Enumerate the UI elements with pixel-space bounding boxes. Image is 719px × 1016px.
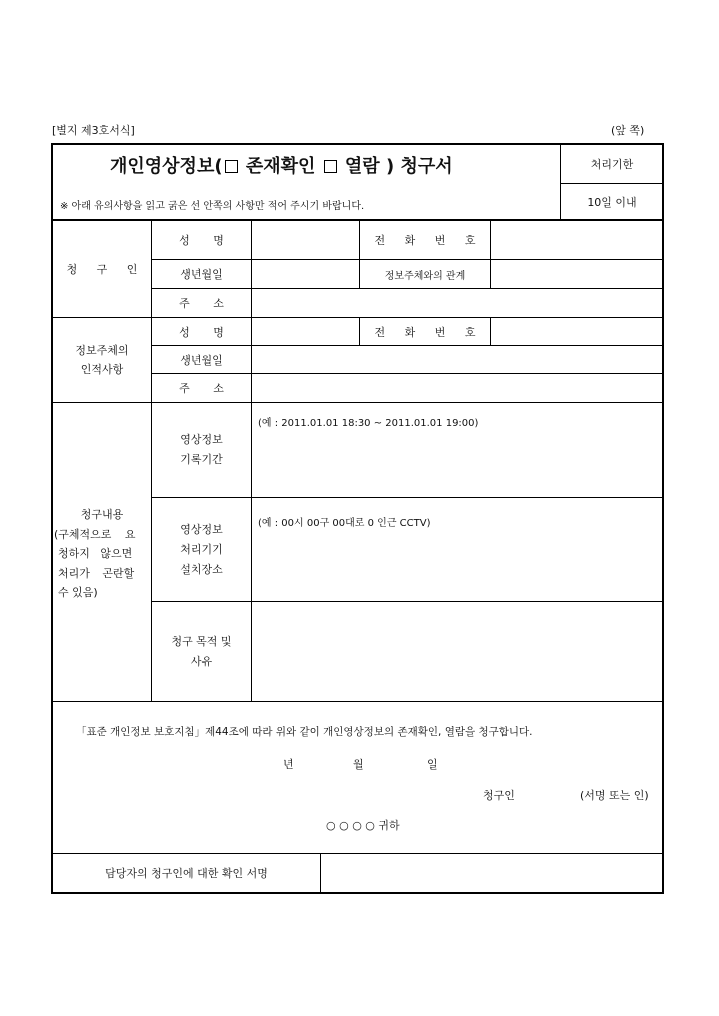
- form-title: 개인영상정보( 존재확인 열람 ) 청구서: [110, 156, 453, 177]
- requester-address-field[interactable]: [256, 289, 662, 317]
- staff-confirm-field[interactable]: [326, 854, 662, 892]
- subject-birth-field[interactable]: [256, 346, 662, 373]
- requester-sign-label: 청구인: [483, 789, 515, 802]
- existence-checkbox[interactable]: [225, 160, 238, 173]
- record-period-label: 영상정보 기록기간: [180, 433, 223, 466]
- requester-phone-label: 전 화 번 호: [374, 234, 484, 247]
- request-section-label: 청구내용 (구체적으로 요 청하지 않으면 처리가 곤란할 수 있음): [54, 508, 136, 599]
- subject-address-label: 주 소: [179, 382, 234, 395]
- requester-birth-label: 생년월일: [180, 268, 223, 281]
- install-location-label: 영상정보 처리기기 설치장소: [180, 522, 223, 576]
- declaration-statement: 「표준 개인정보 보호지침」제44조에 따라 위와 같이 개인영상정보의 존재확인, 열람을 청구합니다.: [76, 726, 533, 738]
- page-side: (앞 쪽): [611, 124, 645, 137]
- requester-relation-field[interactable]: [495, 260, 662, 288]
- purpose-label: 청구 목적 및 사유: [171, 634, 232, 668]
- instruction-note: ※ 아래 유의사항을 읽고 굵은 선 안쪽의 사항만 적어 주시기 바랍니다.: [60, 201, 365, 212]
- record-period-field[interactable]: [252, 403, 662, 497]
- install-location-field[interactable]: [252, 498, 662, 601]
- processing-period-label: 처리기한: [590, 158, 634, 171]
- subject-birth-label: 생년월일: [180, 353, 223, 367]
- subject-name-field[interactable]: [256, 318, 358, 345]
- requester-birth-field[interactable]: [256, 260, 358, 288]
- requester-address-label: 주 소: [179, 297, 234, 310]
- record-period-example: (예 : 2011.01.01 18:30 ~ 2011.01.01 19:00): [258, 418, 479, 429]
- date-year-label: 년: [283, 758, 294, 771]
- date-month-label: 월: [353, 758, 364, 771]
- subject-phone-label: 전 화 번 호: [374, 325, 484, 339]
- signature-label: (서명 또는 인): [580, 789, 649, 802]
- requester-section-label: 청 구 인: [66, 263, 146, 276]
- staff-confirm-label: 담당자의 청구인에 대한 확인 서명: [105, 867, 268, 880]
- requester-name-label: 성 명: [179, 234, 234, 247]
- requester-relation-label: 정보주체와의 관계: [384, 270, 466, 282]
- processing-period-value: 10일 이내: [587, 196, 637, 209]
- date-day-label: 일: [427, 758, 438, 771]
- subject-address-field[interactable]: [256, 374, 662, 402]
- purpose-field[interactable]: [252, 602, 662, 701]
- subject-section-label: 정보주체의 인적사항: [75, 344, 129, 376]
- install-location-example: (예 : 00시 00구 00대로 0 인근 CCTV): [258, 518, 431, 529]
- viewing-checkbox[interactable]: [324, 160, 337, 173]
- form-number: [별지 제3호서식]: [52, 124, 135, 137]
- subject-name-label: 성 명: [179, 325, 234, 339]
- requester-name-field[interactable]: [256, 221, 358, 259]
- requester-phone-field[interactable]: [495, 221, 662, 259]
- addressee: ○ ○ ○ ○ 귀하: [326, 819, 400, 832]
- subject-phone-field[interactable]: [495, 318, 662, 345]
